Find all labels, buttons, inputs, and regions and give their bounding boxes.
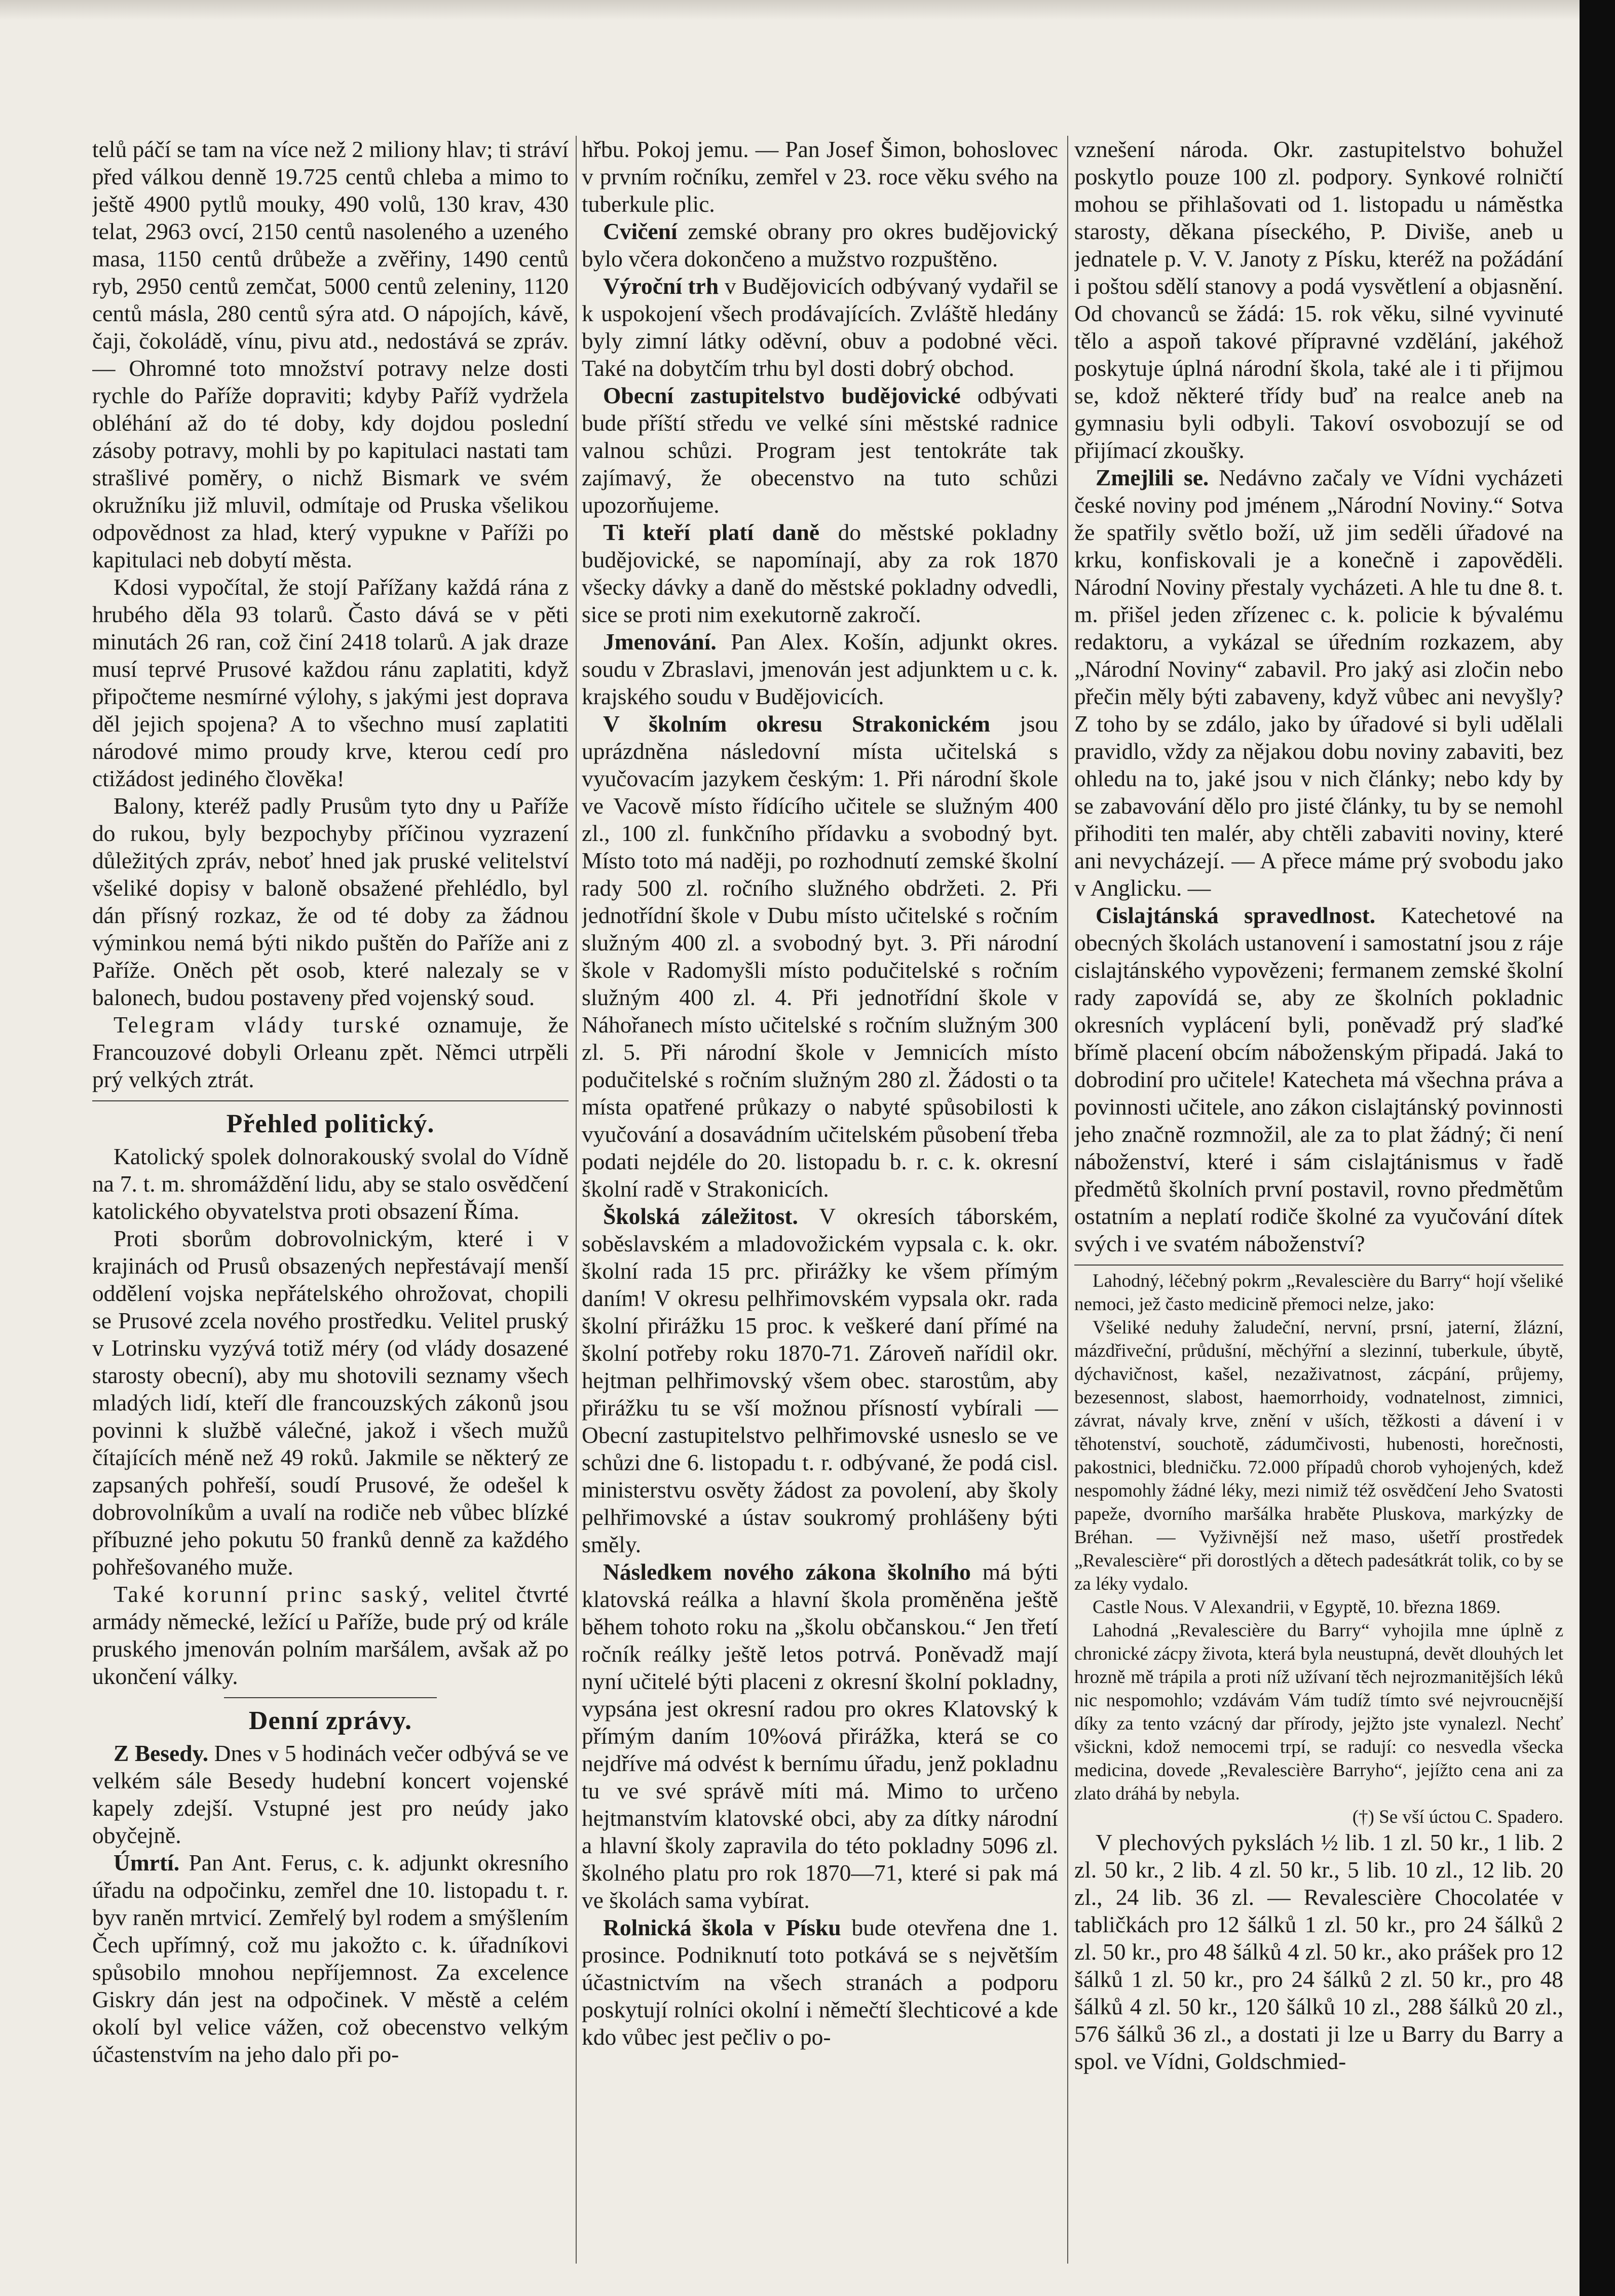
paragraph-lead: Cvičení <box>603 218 678 244</box>
paragraph-text: Pan Ant. Ferus, c. k. adjunkt okresního úřadu na odpočinku, zemřel dne 10. listopadu t. r. byv raněn mrtvicí. Zemřelý byl rodem a smýšlením Čech upřímný, což mu jakožto c. k. úřadníkovi spůsobilo mnohou nepříjemnost. Za excelence Giskry dán jest na odpočinek. V městě a celém okolí byl velice vážen, což obecenstvo velkým účastenstvím na jeho dalo při po- <box>92 1850 569 2067</box>
paragraph: hřbu. Pokoj jemu. — Pan Josef Šimon, bohoslovec v prvním ročníku, zemřel v 23. roce věku svého na tuberkule plic. <box>582 136 1058 217</box>
section-rule <box>224 1697 437 1698</box>
ad-paragraph: Castle Nous. V Alexandrii, v Egyptě, 10. března 1869. <box>1093 1597 1501 1618</box>
paragraph-lead: V školním okresu Strakonickém <box>603 711 991 737</box>
paragraph-text: zemské obrany pro okres budějovický bylo včera dokončeno a mužstvo rozpuštěno. <box>582 218 1058 272</box>
paragraph-lead: Následkem nového zákona školního <box>603 1559 971 1585</box>
scan-top-edge <box>0 0 1615 20</box>
column-1 <box>92 136 569 2264</box>
paragraph: telů páčí se tam na více než 2 miliony hlav; ti stráví před válkou denně 19.725 centů chleba a mimo to ještě 4900 pytlů mouky, 490 volů, 130 krav, 430 telat, 2963 ovcí, 2150 centů nasoleného a uzeného masa, 1150 centů drůbeže a zvěřiny, 1490 centů ryb, 2950 centů zemčat, 5000 centů zeleniny, 1120 centů másla, 280 centů sýra atd. O nápojích, kávě, čaji, čokoládě, vínu, pivu atd., nedostává se zpráv. — Ohromné toto množství potravy nelze dosti rychle do Paříže dopraviti; kdyby Paříž vydržela obléhání až do té doby, kdy dojdou poslední zásoby potravy, mohli by po kapitulaci nastati tam strašlivé poměry, o nichž Bismark ve svém okružníku již mluvil, odmítaje od Pruska všelikou odpovědnost za hlad, který vypukne v Paříži po kapitulaci neb dobytí města. <box>92 136 569 572</box>
paragraph <box>582 273 1058 382</box>
paragraph: Kdosi vypočítal, že stojí Pařížany každá rána z hrubého děla 93 tolarů. Často dává se v pěti minutách 26 ran, což činí 2418 tolarů. A jak draze musí teprvé Prusové každou ránu zaplatiti, když připočteme nesmírné výlohy, s jakými jest doprava děl jejich spojena? A to všechno musí zaplatiti národové mimo proudy krve, kterou cedí pro ctižádost jediného člověka! <box>92 574 569 791</box>
paragraph-lead: Obecní zastupitelstvo budějovické <box>603 382 961 408</box>
paragraph-lead: Rolnická škola v Písku <box>603 1915 841 1940</box>
paragraph <box>92 1849 569 2068</box>
paragraph-text: bude otevřena dne 1. prosince. Podniknutí toto potkává se s největším účastnictvím na všech stranách a podporu poskytují rolníci okolní i němečtí šlechticové a kde kdo vůbec jest pečliv o po- <box>582 1915 1058 2050</box>
paragraph <box>582 710 1058 1203</box>
paragraph-text: Pan Alex. Košín, adjunkt okres. soudu v Zbraslavi, jmenován jest adjunktem u c. k. krajského soudu v Budějovicích. <box>582 629 1058 709</box>
paragraph <box>582 218 1058 273</box>
ad-paragraph: Lahodná „Revalescière du Barry“ vyhojila mne úplně z chronické zácpy života, která byla neustupná, devět dlouhých let hrozně mě trápila a proti níž užívaní těch nejrozmanitějších léků nic nespomohlo; vzdávám Vám tudíž tímto své nejvroucnější díky za tento vzácný dar přírody, jejžto jste vynalezl. Nechť všickni, kdož nemocemi trpí, se radují: co nesvedla všecka medicina, dovede „Revalescière Barryho“, jejížto cena ani za zlato dráhá by nebyla. <box>1074 1620 1563 1804</box>
paragraph <box>1074 902 1563 1257</box>
paragraph-lead: Z Besedy. <box>114 1740 209 1766</box>
paragraph-text: v Budějovicích odbývaný vydařil se k uspokojení všech prodávajících. Zvláště hledány byly zimní látky oděvní, obuv a podobné věci. Také na dobytčím trhu byl dosti dobrý obchod. <box>582 273 1058 381</box>
paragraph-lead: Telegram vlády turské <box>114 1012 402 1038</box>
paragraph-text: , velitel čtvrté armády německé, ležící u Paříže, bude prý od krále pruského jmenován polním maršálem, avšak až po ukončení války. <box>92 1581 569 1689</box>
paragraph: vznešení národa. Okr. zastupitelstvo bohužel poskytlo pouze 100 zl. podpory. Synkové rolničtí mohou se přihlašovati od 1. listopadu u náměstka starosty, děkana píseckého, P. Diviše, aneb u jednatele p. V. V. Janoty z Písku, kteréž na požádání i poštou sdělí stanovy a podá vysvětlení a objasnění. Od chovanců se žádá: 15. rok věku, silné vyvinuté tělo a aspoň takové přípravné vzdělání, jakéhož poskytuje úplná národní škola, také ale i ti přijmou se, kdož některé třídy buď na realce aneb na gymnasiu byli odbyli. Takoví osvobozují se od přijímací zkoušky. <box>1074 136 1563 463</box>
paragraph <box>582 382 1058 519</box>
paragraph-text: Katechetové na obecných školách ustanovení i samostatní jsou z ráje cislajtánského vypovězeni; fermanem zemské školní rady zapovídá se, aby ze školních pokladnic okresních vyplácení byli, poněvadž prý slaďké břímě placení obcím náboženským připadá. Jaká to dobrodiní pro učitele! Katecheta má všechna práva a povinnosti učitele, ano zákon cislajtánský povinnosti jeho značně rozmnožil, ale za to plat žádný; či není náboženství, které i sám cislajtánismus v řadě předmětů školních první postavil, rovno předmětům ostatním a neplatí rodiče školné za vyučování dítek svých i ve svatém náboženství? <box>1074 902 1563 1256</box>
paragraph <box>1074 464 1563 902</box>
paragraph-text: V okresích táborském, soběslavském a mladovožickém vypsala c. k. okr. školní rada 15 prc. přirážky ke všem přímým daním! V okresu pelhřimovském vypsala okr. rada školní přirážku 15 proc. k veškeré daní přímé na školní potřeby roku 1870-71. Zároveň nařídil okr. hejtman pelhřimovský všem obec. starostům, aby přirážku tu se vší možnou přísností vybírali — Obecní zastupitelstvo pelhřimovské usneslo se ve schůzi dne 6. listopadu t. r. odbývané, že podá cisl. ministerstvu osvěty žádost za povolení, aby školy pelhřimovské a ústav soukromý prohlášeny býti směly. <box>582 1203 1058 1557</box>
paragraph-lead: Školská záležitost. <box>603 1203 798 1229</box>
ad-paragraph: Všeliké neduhy žaludeční, nervní, prsní, jaterní, žlázní, mázdřiveční, průdušní, měchýřní a slezinní, tuberkule, úbytě, dýchavičnost, kašel, nezaživatnost, zácpání, průjemy, bezesennost, slabost, haemorrhoidy, vodnatelnost, zimnici, závrat, návaly krve, znění v uších, těžkosti a dávení i v těhotenství, souchotě, zádumčivosti, hubenosti, horečnosti, pakostnici, bledničku. 72.000 případů chorob vyhojených, kdež nespomohly žádné léky, mezi nimiž též osvědčení Jeho Svatosti papeže, dvorního maršálka hraběte Pluskova, markýzky de Bréhan. — Vyživnější než maso, ušetří prostředek „Revalescière“ při dorostlých a dětech padesátkrát tolik, co by se za léky vydalo. <box>1074 1317 1563 1594</box>
paragraph-lead: Ti kteří platí daně <box>603 519 820 545</box>
paragraph: Katolický spolek dolnorakouský svolal do Vídně na 7. t. m. shromáždění lidu, aby se stalo osvědčení katolického obyvatelstva proti obsazení Říma. <box>92 1143 569 1224</box>
paragraph <box>582 519 1058 628</box>
column-3 <box>1074 136 1563 2264</box>
paragraph-lead: Také korunní princ saský <box>114 1581 423 1607</box>
paragraph-text: oznamuje, že Francouzové dobyli Orleanu zpět. Němci utrpěli prý velkých ztrát. <box>92 1012 569 1092</box>
paragraph <box>582 1203 1058 1558</box>
column-rule <box>1067 136 1068 2264</box>
paragraph-text: má býti klatovská reálka a hlavní škola proměněna ještě během tohoto roku na „školu občanskou.“ Jen třetí ročník reálky ještě letos potrvá. Poněvadž mají nyní učitelé býti placeni z okresní školní pokladny, vypsána jest okresní radou pro okres Klatovský k přímým daním 10%ová přirážka, která se co nejdříve má odvést k bernímu úřadu, jenž pokladnu tu ve své správě míti má. Mimo to určeno hejtmanstvím klatovské obci, aby za dítky národní a hlavní školy zapravila do této pokladny 5096 zl. školného platu pro rok 1870—71, které si pak má ve školách sama vybírat. <box>582 1559 1058 1913</box>
paragraph-text: odbývati bude příští středu ve velké síni městské radnice valnou schůzi. Program jest tentokráte tak zajímavý, že obecenstvo na tuto schůzi upozorňujeme. <box>582 382 1058 518</box>
ad-paragraph: Lahodný, léčebný pokrm „Revalescière du Barry“ hojí všeliké nemoci, jež často medicině přemoci nelze, jako: <box>1074 1271 1563 1315</box>
section-heading-politics: Přehled politický. <box>226 1109 435 1138</box>
column-rule <box>576 136 577 2264</box>
column-2 <box>582 136 1058 2264</box>
section-heading-daily-news: Denní zprávy. <box>248 1706 412 1735</box>
paragraph-lead: Výroční trh <box>603 273 719 299</box>
paragraph-lead: Zmejlili se. <box>1096 465 1209 490</box>
advertisement-revalesciere <box>1074 1270 1563 1829</box>
paragraph-text: Dnes v 5 hodinách večer odbývá se ve velkém sále Besedy hudební koncert vojenské kapely zdejší. Vstupné jest pro neúdy jako obyčejně. <box>92 1740 569 1848</box>
paragraph-lead: Cislajtánská spravedlnost. <box>1096 902 1376 928</box>
paragraph-lead: Úmrtí. <box>114 1850 180 1876</box>
paragraph <box>92 1740 569 1849</box>
paragraph <box>92 1581 569 1690</box>
scan-right-edge <box>1580 0 1615 2296</box>
paragraph-text: jsou uprázdněna následovní místa učitelská s vyučovacím jazykem českým: 1. Při národní škole ve Vacově místo řídícího učitele se služným 400 zl., 100 zl. funkčního přídavku a svobodný byt. Místo toto má naději, po rozhodnutí zemské školní rady 500 zl. ročního služného obdržeti. 2. Při jednotřídní škole v Dubu místo učitelské s ročním služným 400 zl. a svobodný byt. 3. Při národní škole v Radomyšli místo podučitelské s ročním služným 400 zl. 4. Při jednotřídní škole v Náhořanech místo učitelské s ročním služným 300 zl. 5. Při národní škole v Jemnicích místo podučitelské s ročním služným 280 zl. Žádosti o ta místa opatřené průkazy o nabyté spůsobilosti k vyučování a dosavádním učitelském působení třeba podati nejdéle do 20. listopadu b. r. c. k. okresní školní radě v Strakonicích. <box>582 711 1058 1202</box>
paragraph <box>92 1011 569 1093</box>
paragraph <box>582 1914 1058 2051</box>
paragraph: Proti sborům dobrovolnickým, které i v krajinách od Prusů obsazených nepřestávají menší oddělení vojska nepřátelského ohrožovat, chopili se Prusové zcela nového prostředku. Velitel pruský v Lotrinsku vyzývá totiž méry (od vlády dosazené starosty obecní), aby mu shotovili seznamy všech mladých lidí, kteří dle francouzských zákonů jsou povinni k službě válečné, jakož i všech mužů čítajících méně než 49 roků. Jakmile se některý ze zapsaných pohřeší, soudí Prusové, že odešel k dobrovolníkům a uvalí na rodiče neb vůbec blízké příbuzné jeho pokutu 50 franků denně za každého pohřešovaného muže. <box>92 1226 569 1580</box>
paragraph-text: Nedávno začaly ve Vídni vycházeti české noviny pod jménem „Národní Noviny.“ Sotva že spatřily světlo boží, už jim seděli úřadové na krku, konfiskovali je a konečně i zapověděli. Národní Noviny přestaly vycházeti. A hle tu dne 8. t. m. přišel jeden zřízenec c. k. policie k bývalému redaktoru, a vykázal se úředním rozkazem, aby „Národní Noviny“ zabavil. Pro jaký asi zločin nebo přečin měly býti zabaveny, když vůbec ani nevyšly? Z toho by se zdálo, jako by úřadové si byli udělali pravidlo, vždy za nějakou dobu noviny zabaviti, bez ohledu na to, jaké jsou v nich články; nebo kdy by se zabavování dělo pro jisté články, tu by se nemohl přihoditi ten malér, aby chtěli zabaviti noviny, které ani nevycházejí. — A přece máme prý svobodu jako v Anglicku. — <box>1074 465 1563 901</box>
paragraph-text: do městské pokladny budějovické, se napomínají, aby za rok 1870 všecky dávky a daně do městské pokladny odvedli, sice se proti nim exekutorně zakročí. <box>582 519 1058 627</box>
paragraph: Balony, kteréž padly Prusům tyto dny u Paříže do rukou, byly bezpochyby příčinou vyzrazení důležitých zpráv, neboť hned jak pruské velitelství všeliké dopisy v baloně obsažené přehlédlo, byl dán přísný rozkaz, že od té doby za žádnou výminkou nemá býti nikdo puštěn do Paříže ani z Paříže. Oněch pět osob, které nalezaly se v balonech, budou postaveny před vojenský soud. <box>92 793 569 1010</box>
section-rule <box>92 1100 569 1101</box>
paragraph-lead: Jmenování. <box>603 629 717 655</box>
ad-signature: (†) Se vší úctou C. Spadero. <box>1352 1807 1563 1827</box>
section-rule <box>1074 1265 1563 1266</box>
paragraph <box>582 628 1058 710</box>
paragraph: V plechových pykslách ½ lib. 1 zl. 50 kr., 1 lib. 2 zl. 50 kr., 2 lib. 4 zl. 50 kr., 5 lib. 10 zl., 12 lib. 20 zl., 24 lib. 36 zl. — Revalescière Chocolatée v tabličkách pro 12 šálků 1 zl. 50 kr., pro 24 šálků 2 zl. 50 kr., pro 48 šálků 4 zl. 50 kr., ako prášek pro 12 šálků 1 zl. 50 kr., pro 24 šálků 2 zl. 50 kr., pro 48 šálků 4 zl. 50 kr., 120 šálků 10 zl., 288 šálků 20 zl., 576 šálků 36 zl., a dostati ji lze u Barry du Barry a spol. ve Vídni, Goldschmied- <box>1074 1829 1563 2074</box>
paragraph <box>582 1558 1058 1914</box>
